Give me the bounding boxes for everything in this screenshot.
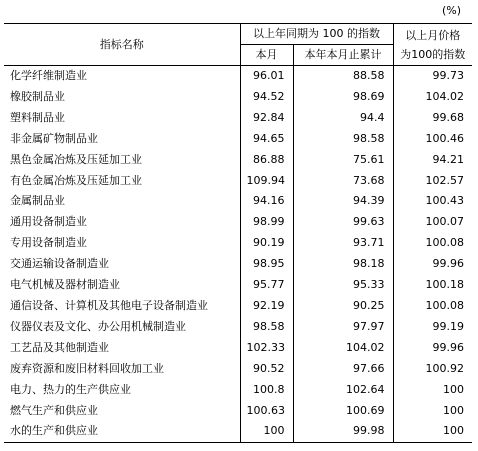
- table-row: [4, 233, 472, 254]
- price-index-cell: 99.73: [432, 69, 464, 82]
- month-index-cell: 90.52: [240, 359, 293, 380]
- cumulative-index-cell: 97.66: [293, 359, 393, 380]
- cumulative-index-cell: 95.33: [293, 275, 393, 296]
- price-index-cell: 102.57: [425, 173, 464, 187]
- month-index-cell: 86.88: [240, 150, 293, 171]
- cumulative-index-cell: 100.69: [293, 401, 393, 422]
- month-index-cell: 98.99: [240, 212, 293, 233]
- month-index-cell: 94.52: [240, 87, 293, 108]
- table-row: [4, 129, 472, 150]
- table-row: [4, 150, 472, 171]
- price-index-cell: 99.96: [432, 340, 464, 354]
- table-row: [4, 421, 472, 442]
- price-index-cell: 100.08: [425, 236, 464, 250]
- indicator-name-cell: 水的生产和供应业: [4, 421, 240, 442]
- header-mom-price-index: [393, 24, 472, 66]
- cumulative-index-cell: 98.69: [293, 87, 393, 108]
- indicator-name-cell: 通用设备制造业: [4, 212, 240, 233]
- cumulative-index-cell: 93.71: [293, 233, 393, 254]
- table-header: [4, 24, 472, 66]
- price-index-cell: 100.92: [425, 361, 464, 375]
- price-index-cell: 100: [443, 403, 464, 417]
- indicator-name-cell: 燃气生产和供应业: [4, 401, 240, 422]
- cumulative-index-cell: 99.63: [293, 212, 393, 233]
- month-index-cell: 94.16: [240, 191, 293, 212]
- indicator-name-cell: 橡胶制品业: [4, 87, 240, 108]
- table-body: [4, 66, 472, 443]
- table-row: [4, 359, 472, 380]
- header-cumulative: 本年本月止累计: [293, 45, 393, 66]
- price-index-cell: 94.21: [432, 152, 464, 166]
- month-index-cell: 98.95: [240, 254, 293, 275]
- price-index-cell: 100.43: [425, 194, 464, 208]
- table-row: [4, 380, 472, 401]
- indicator-name-cell: 专用设备制造业: [4, 233, 240, 254]
- price-index-cell: 99.68: [432, 110, 464, 124]
- indicator-name-cell: 通信设备、计算机及其他电子设备制造业: [4, 296, 240, 317]
- header-indicator-name: 指标名称: [4, 24, 240, 66]
- header-yoy-group: 以上年同期为 100 的指数: [240, 24, 393, 45]
- month-index-cell: 100.8: [240, 380, 293, 401]
- table-row: [4, 317, 472, 338]
- cumulative-index-cell: 73.68: [293, 171, 393, 192]
- indicator-name-cell: 仪器仪表及文化、办公用机械制造业: [4, 317, 240, 338]
- table-row: [4, 191, 472, 212]
- cumulative-index-cell: 97.97: [293, 317, 393, 338]
- indicator-name-cell: 塑料制品业: [4, 108, 240, 129]
- price-index-cell: 99.19: [432, 319, 464, 333]
- indicator-name-cell: 有色金属冶炼及压延加工业: [4, 171, 240, 192]
- indicator-name-cell: 电气机械及器材制造业: [4, 275, 240, 296]
- table-row: [4, 87, 472, 108]
- table-row: [4, 108, 472, 129]
- month-index-cell: 92.84: [240, 108, 293, 129]
- price-index-cell: 99.96: [432, 257, 464, 271]
- month-index-cell: 102.33: [240, 338, 293, 359]
- indicator-name-cell: 电力、热力的生产供应业: [4, 380, 240, 401]
- cumulative-index-cell: 98.58: [293, 129, 393, 150]
- cumulative-index-cell: 94.4: [293, 108, 393, 129]
- month-index-cell: 96.01: [240, 66, 293, 87]
- indicator-name-cell: 化学纤维制造业: [4, 66, 240, 87]
- indicator-name-cell: 废弃资源和废旧材料回收加工业: [4, 359, 240, 380]
- indicator-name-cell: 黑色金属冶炼及压延加工业: [4, 150, 240, 171]
- table-row: [4, 338, 472, 359]
- table-row: [4, 275, 472, 296]
- month-index-cell: 92.19: [240, 296, 293, 317]
- cumulative-index-cell: 90.25: [293, 296, 393, 317]
- price-index-cell: 100.46: [425, 131, 464, 145]
- indicator-name-cell: 金属制品业: [4, 191, 240, 212]
- cumulative-index-cell: 94.39: [293, 191, 393, 212]
- cumulative-index-cell: 98.18: [293, 254, 393, 275]
- unit-label: (%): [441, 4, 461, 17]
- header-month: 本月: [240, 45, 293, 66]
- indicator-name-cell: 非金属矿物制品业: [4, 129, 240, 150]
- month-index-cell: 109.94: [240, 171, 293, 192]
- table-row: [4, 254, 472, 275]
- price-index-cell: 100.08: [425, 298, 464, 312]
- table-row: [4, 401, 472, 422]
- month-index-cell: 94.65: [240, 129, 293, 150]
- table-row: [4, 212, 472, 233]
- cumulative-index-cell: 102.64: [293, 380, 393, 401]
- table-row: [4, 66, 472, 87]
- header-price-line1: 以上月价格: [405, 28, 461, 42]
- cumulative-index-cell: 99.98: [293, 421, 393, 442]
- indicator-name-cell: 交通运输设备制造业: [4, 254, 240, 275]
- month-index-cell: 90.19: [240, 233, 293, 254]
- cumulative-index-cell: 75.61: [293, 150, 393, 171]
- month-index-cell: 100: [240, 421, 293, 442]
- table-row: [4, 296, 472, 317]
- month-index-cell: 98.58: [240, 317, 293, 338]
- price-index-cell: 104.02: [425, 89, 464, 103]
- cumulative-index-cell: 88.58: [293, 66, 393, 87]
- cumulative-index-cell: 104.02: [293, 338, 393, 359]
- table-row: [4, 171, 472, 192]
- price-index-cell: 100: [443, 382, 464, 396]
- header-price-line2: 为100的指数: [400, 47, 466, 61]
- month-index-cell: 95.77: [240, 275, 293, 296]
- price-index-table: [4, 23, 472, 443]
- price-index-cell: 100: [443, 424, 464, 438]
- indicator-name-cell: 工艺品及其他制造业: [4, 338, 240, 359]
- month-index-cell: 100.63: [240, 401, 293, 422]
- price-index-cell: 100.07: [425, 215, 464, 229]
- price-index-cell: 100.18: [425, 278, 464, 292]
